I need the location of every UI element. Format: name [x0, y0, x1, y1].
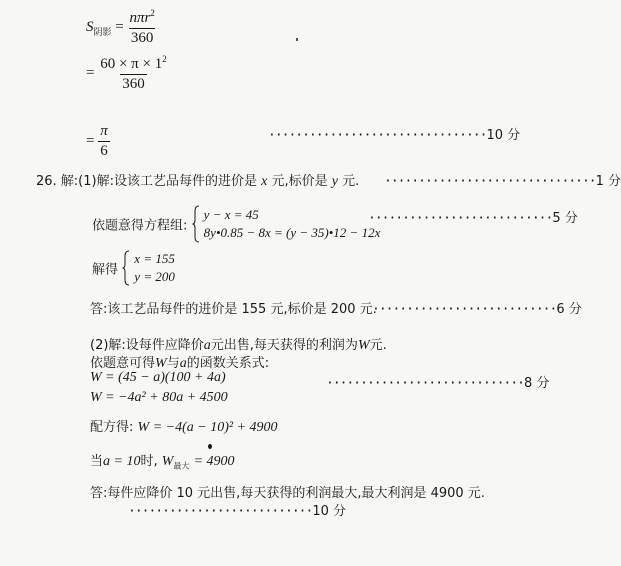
fraction-2-numerator: 60 × π × 1 — [100, 56, 163, 72]
shaded-area-step2: = $\frac{60 \times \pi \times 1^2}{360}$ — [86, 54, 167, 92]
left-brace-icon — [122, 250, 130, 286]
fraction-3 — [98, 123, 110, 160]
equation-system — [92, 205, 380, 243]
solution-block — [92, 250, 175, 286]
system-eq2: 8y•0.85 − 8x = (y − 35)•12 − 12x — [203, 225, 381, 240]
fraction-1: $\frac{n\pi r^2}{360}$ — [129, 8, 155, 46]
shaded-area-result: = $\frac{\pi}{6}$ — [86, 123, 108, 159]
answer-part1: 答:该工艺品每件的进价是 155 元,标价是 200 元. — [90, 302, 377, 317]
profit-equation-2: W = −4a² + 80a + 4500 — [90, 390, 228, 405]
s-symbol: S — [86, 18, 94, 35]
fraction-3-denominator: 6 — [100, 143, 108, 159]
score-line-1: ·······························1 分 — [384, 174, 621, 189]
solution-x: x = 155 — [134, 251, 175, 266]
final-answer: 答:每件应降价 10 元出售,每天获得的利润最大,最大利润是 4900 元. — [90, 486, 485, 501]
q26-part2-setup: (2)解:设每件应降价a元出售,每天获得的利润为W元. — [90, 338, 387, 353]
fraction-2-denominator: 360 — [122, 76, 145, 92]
profit-equation-1: W = (45 − a)(100 + 4a) — [90, 370, 226, 385]
q26-heading: 26. 解:(1)解:设该工艺品每件的进价是 — [36, 174, 257, 189]
max-condition: 当a = 10时, $W_{最大} = 4900$ — [90, 454, 235, 471]
ink-mark — [208, 444, 212, 449]
score-line-5: ···························5 分 — [368, 211, 578, 226]
score-line-8: ·····························8 分 — [326, 376, 550, 391]
score-line-10b: ···························10 分 — [128, 504, 347, 519]
q26-part1-setup: 26. 解:(1)解:设该工艺品每件的进价是 x 元,标价是 y 元. — [36, 174, 360, 189]
s-subscript: 阴影 — [93, 26, 112, 37]
system-eq1: y − x = 45 — [203, 207, 259, 222]
score-line-6: ···························6 分 — [372, 302, 582, 317]
completing-square: 配方得: W = −4(a − 10)² + 4900 — [90, 420, 278, 435]
score-line-10a: ································10 分 — [268, 128, 521, 143]
shaded-area-formula: $S_{阴影}$ = $\frac{n\pi r^2}{360}$ — [86, 8, 155, 46]
speck — [296, 38, 298, 41]
fraction-2: $\frac{60 \times \pi \times 1^2}{360}$ — [100, 54, 167, 92]
relation-label: 依题意可得W与a的函数关系式: — [90, 356, 270, 371]
solution-label: 解得 — [92, 262, 119, 278]
profit-equation-3: W = −4(a − 10)² + 4900 — [137, 420, 278, 435]
fraction-3-numerator: π — [100, 123, 108, 139]
solution-y: y = 200 — [134, 269, 175, 284]
fraction-1-denominator: 360 — [130, 30, 154, 46]
fraction-1-numerator: nπr — [129, 10, 151, 26]
left-brace-icon — [192, 205, 200, 243]
system-label: 依题意得方程组: — [92, 218, 188, 234]
